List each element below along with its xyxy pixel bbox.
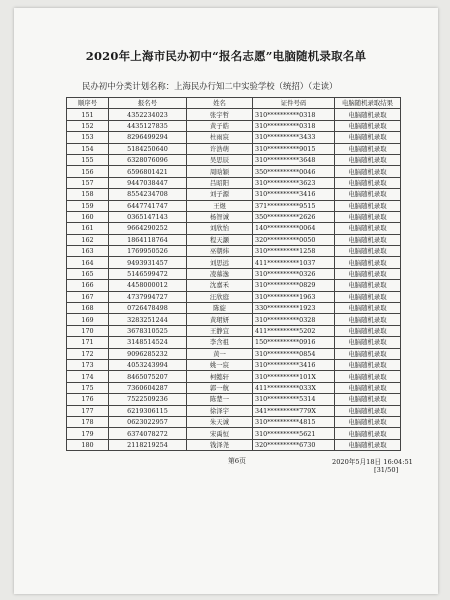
registration-number: 5184250640 xyxy=(109,143,187,154)
table-body xyxy=(67,109,401,451)
registration-number: 8554234708 xyxy=(109,189,187,200)
table-row xyxy=(67,223,401,234)
id-number: 310**********0854 xyxy=(253,348,335,359)
student-name: 黄珺妍 xyxy=(187,314,253,325)
table-row xyxy=(67,428,401,439)
table-row xyxy=(67,303,401,314)
row-number: 176 xyxy=(67,394,109,405)
row-number: 178 xyxy=(67,416,109,427)
table-row xyxy=(67,382,401,393)
row-number: 152 xyxy=(67,120,109,131)
registration-number: 8465075207 xyxy=(109,371,187,382)
row-number: 171 xyxy=(67,337,109,348)
student-name: 刘子源 xyxy=(187,189,253,200)
registration-number: 4737994727 xyxy=(109,291,187,302)
row-number: 180 xyxy=(67,439,109,450)
id-number: 310**********3433 xyxy=(253,132,335,143)
admission-result: 电脑随机录取 xyxy=(335,154,401,165)
registration-number: 9447038447 xyxy=(109,177,187,188)
admission-result: 电脑随机录取 xyxy=(335,428,401,439)
table-row xyxy=(67,371,401,382)
id-number: 310**********9015 xyxy=(253,143,335,154)
row-number: 175 xyxy=(67,382,109,393)
registration-number: 3283251244 xyxy=(109,314,187,325)
admission-result: 电脑随机录取 xyxy=(335,337,401,348)
id-number: 411**********1037 xyxy=(253,257,335,268)
row-number: 172 xyxy=(67,348,109,359)
student-name: 凌慕逸 xyxy=(187,268,253,279)
admission-result: 电脑随机录取 xyxy=(335,416,401,427)
registration-number: 7522509236 xyxy=(109,394,187,405)
table-row xyxy=(67,257,401,268)
student-name: 朱天诚 xyxy=(187,416,253,427)
column-header: 证件号码 xyxy=(253,98,335,109)
student-name: 周晗颖 xyxy=(187,166,253,177)
table-row xyxy=(67,246,401,257)
admission-result: 电脑随机录取 xyxy=(335,314,401,325)
student-name: 汪欣庭 xyxy=(187,291,253,302)
student-name: 黄子皓 xyxy=(187,120,253,131)
admission-result: 电脑随机录取 xyxy=(335,371,401,382)
registration-number: 3678310525 xyxy=(109,325,187,336)
table-row xyxy=(67,394,401,405)
student-name: 徐泽宇 xyxy=(187,405,253,416)
id-number: 320**********0050 xyxy=(253,234,335,245)
student-name: 郭一航 xyxy=(187,382,253,393)
id-number: 411**********5202 xyxy=(253,325,335,336)
table-row xyxy=(67,268,401,279)
page-count: [31/50] xyxy=(374,466,399,474)
student-name: 刘思远 xyxy=(187,257,253,268)
column-header: 报名号 xyxy=(109,98,187,109)
id-number: 310**********1258 xyxy=(253,246,335,257)
table-row xyxy=(67,359,401,370)
table-row xyxy=(67,166,401,177)
student-name: 陈楚一 xyxy=(187,394,253,405)
row-number: 161 xyxy=(67,223,109,234)
row-number: 162 xyxy=(67,234,109,245)
table-row xyxy=(67,416,401,427)
admission-result: 电脑随机录取 xyxy=(335,359,401,370)
table-row xyxy=(67,439,401,450)
row-number: 158 xyxy=(67,189,109,200)
admission-result: 电脑随机录取 xyxy=(335,189,401,200)
admission-result: 电脑随机录取 xyxy=(335,348,401,359)
id-number: 310**********3623 xyxy=(253,177,335,188)
table-row xyxy=(67,211,401,222)
table-row xyxy=(67,314,401,325)
row-number: 153 xyxy=(67,132,109,143)
table-row xyxy=(67,291,401,302)
student-name: 钱泽尧 xyxy=(187,439,253,450)
student-name: 程天灏 xyxy=(187,234,253,245)
registration-number: 0365147143 xyxy=(109,211,187,222)
student-name: 王煜 xyxy=(187,200,253,211)
admission-result: 电脑随机录取 xyxy=(335,223,401,234)
registration-number: 4458000012 xyxy=(109,280,187,291)
document-title: 2020年上海市民办初中“报名志愿”电脑随机录取名单 xyxy=(85,49,367,63)
table-row xyxy=(67,132,401,143)
table-row xyxy=(67,177,401,188)
column-header: 电脑随机录取结果 xyxy=(335,98,401,109)
id-number: 310**********101X xyxy=(253,371,335,382)
registration-number: 4053243994 xyxy=(109,359,187,370)
registration-number: 9493931457 xyxy=(109,257,187,268)
id-number: 310**********0326 xyxy=(253,268,335,279)
id-number: 310**********0829 xyxy=(253,280,335,291)
print-datetime: 2020年5月18日 16:04:51 xyxy=(332,458,413,466)
table-row xyxy=(67,189,401,200)
registration-number: 6374078272 xyxy=(109,428,187,439)
row-number: 169 xyxy=(67,314,109,325)
admission-result: 电脑随机录取 xyxy=(335,394,401,405)
admission-result: 电脑随机录取 xyxy=(335,257,401,268)
student-name: 吕昭阳 xyxy=(187,177,253,188)
student-name: 王静宜 xyxy=(187,325,253,336)
student-name: 杨智诚 xyxy=(187,211,253,222)
admission-result: 电脑随机录取 xyxy=(335,405,401,416)
student-name: 陈旋 xyxy=(187,303,253,314)
id-number: 350**********2626 xyxy=(253,211,335,222)
table-row xyxy=(67,143,401,154)
student-name: 刘欣怡 xyxy=(187,223,253,234)
student-name: 沈嘉禾 xyxy=(187,280,253,291)
id-number: 350**********0046 xyxy=(253,166,335,177)
row-number: 174 xyxy=(67,371,109,382)
table-row xyxy=(67,109,401,120)
admission-result: 电脑随机录取 xyxy=(335,177,401,188)
id-number: 310**********3416 xyxy=(253,359,335,370)
row-number: 157 xyxy=(67,177,109,188)
row-number: 168 xyxy=(67,303,109,314)
registration-number: 5146599472 xyxy=(109,268,187,279)
table-row xyxy=(67,325,401,336)
registration-number: 4435127835 xyxy=(109,120,187,131)
table-row xyxy=(67,348,401,359)
id-number: 310**********0318 xyxy=(253,120,335,131)
id-number: 310**********4815 xyxy=(253,416,335,427)
column-header: 姓名 xyxy=(187,98,253,109)
registration-number: 6219306115 xyxy=(109,405,187,416)
row-number: 164 xyxy=(67,257,109,268)
table-row xyxy=(67,405,401,416)
admission-result: 电脑随机录取 xyxy=(335,303,401,314)
row-number: 160 xyxy=(67,211,109,222)
admission-result: 电脑随机录取 xyxy=(335,246,401,257)
id-number: 330**********1923 xyxy=(253,303,335,314)
registration-number: 9096285232 xyxy=(109,348,187,359)
id-number: 310**********5314 xyxy=(253,394,335,405)
id-number: 341**********779X xyxy=(253,405,335,416)
registration-number: 8296499294 xyxy=(109,132,187,143)
table-row xyxy=(67,280,401,291)
admission-result: 电脑随机录取 xyxy=(335,291,401,302)
registration-number: 1769950526 xyxy=(109,246,187,257)
table-header-row xyxy=(67,98,401,109)
id-number: 371**********9515 xyxy=(253,200,335,211)
registration-number: 6328076096 xyxy=(109,154,187,165)
id-number: 310**********5621 xyxy=(253,428,335,439)
admission-table xyxy=(66,97,401,451)
student-name: 许浩萌 xyxy=(187,143,253,154)
admission-result: 电脑随机录取 xyxy=(335,268,401,279)
registration-number: 0623022957 xyxy=(109,416,187,427)
column-header: 顺序号 xyxy=(67,98,109,109)
registration-number: 2118219254 xyxy=(109,439,187,450)
page-label: 第6页 xyxy=(228,457,246,465)
row-number: 179 xyxy=(67,428,109,439)
table-row xyxy=(67,234,401,245)
row-number: 163 xyxy=(67,246,109,257)
admission-result: 电脑随机录取 xyxy=(335,200,401,211)
student-name: 黄一 xyxy=(187,348,253,359)
admission-result: 电脑随机录取 xyxy=(335,325,401,336)
admission-result: 电脑随机录取 xyxy=(335,143,401,154)
admission-result: 电脑随机录取 xyxy=(335,234,401,245)
id-number: 150**********0916 xyxy=(253,337,335,348)
registration-number: 0726478498 xyxy=(109,303,187,314)
row-number: 166 xyxy=(67,280,109,291)
row-number: 177 xyxy=(67,405,109,416)
registration-number: 9664290252 xyxy=(109,223,187,234)
table-row xyxy=(67,120,401,131)
table-row xyxy=(67,154,401,165)
registration-number: 6596801421 xyxy=(109,166,187,177)
admission-result: 电脑随机录取 xyxy=(335,109,401,120)
row-number: 173 xyxy=(67,359,109,370)
row-number: 151 xyxy=(67,109,109,120)
id-number: 320**********6730 xyxy=(253,439,335,450)
document-subtitle: 民办初中分类计划名称：上海民办行知二中实验学校（统招）（走读） xyxy=(82,81,338,91)
row-number: 170 xyxy=(67,325,109,336)
document-sheet xyxy=(14,8,438,594)
row-number: 167 xyxy=(67,291,109,302)
student-name: 张宇哲 xyxy=(187,109,253,120)
student-name: 吴思辰 xyxy=(187,154,253,165)
id-number: 310**********0328 xyxy=(253,314,335,325)
id-number: 310**********0318 xyxy=(253,109,335,120)
registration-number: 4352234023 xyxy=(109,109,187,120)
admission-result: 电脑随机录取 xyxy=(335,120,401,131)
id-number: 310**********1963 xyxy=(253,291,335,302)
table-row xyxy=(67,200,401,211)
admission-result: 电脑随机录取 xyxy=(335,211,401,222)
admission-result: 电脑随机录取 xyxy=(335,382,401,393)
admission-result: 电脑随机录取 xyxy=(335,166,401,177)
id-number: 140**********0064 xyxy=(253,223,335,234)
row-number: 154 xyxy=(67,143,109,154)
student-name: 巫朝炜 xyxy=(187,246,253,257)
registration-number: 3148514524 xyxy=(109,337,187,348)
student-name: 柯懿轩 xyxy=(187,371,253,382)
student-name: 杜雨宸 xyxy=(187,132,253,143)
table-row xyxy=(67,337,401,348)
registration-number: 7360604287 xyxy=(109,382,187,393)
row-number: 155 xyxy=(67,154,109,165)
student-name: 姚一宸 xyxy=(187,359,253,370)
id-number: 411**********033X xyxy=(253,382,335,393)
row-number: 159 xyxy=(67,200,109,211)
row-number: 156 xyxy=(67,166,109,177)
student-name: 宋禹恒 xyxy=(187,428,253,439)
admission-result: 电脑随机录取 xyxy=(335,132,401,143)
registration-number: 1864118764 xyxy=(109,234,187,245)
admission-result: 电脑随机录取 xyxy=(335,439,401,450)
registration-number: 6447741747 xyxy=(109,200,187,211)
id-number: 310**********3416 xyxy=(253,189,335,200)
id-number: 310**********3648 xyxy=(253,154,335,165)
student-name: 李含祖 xyxy=(187,337,253,348)
admission-result: 电脑随机录取 xyxy=(335,280,401,291)
row-number: 165 xyxy=(67,268,109,279)
